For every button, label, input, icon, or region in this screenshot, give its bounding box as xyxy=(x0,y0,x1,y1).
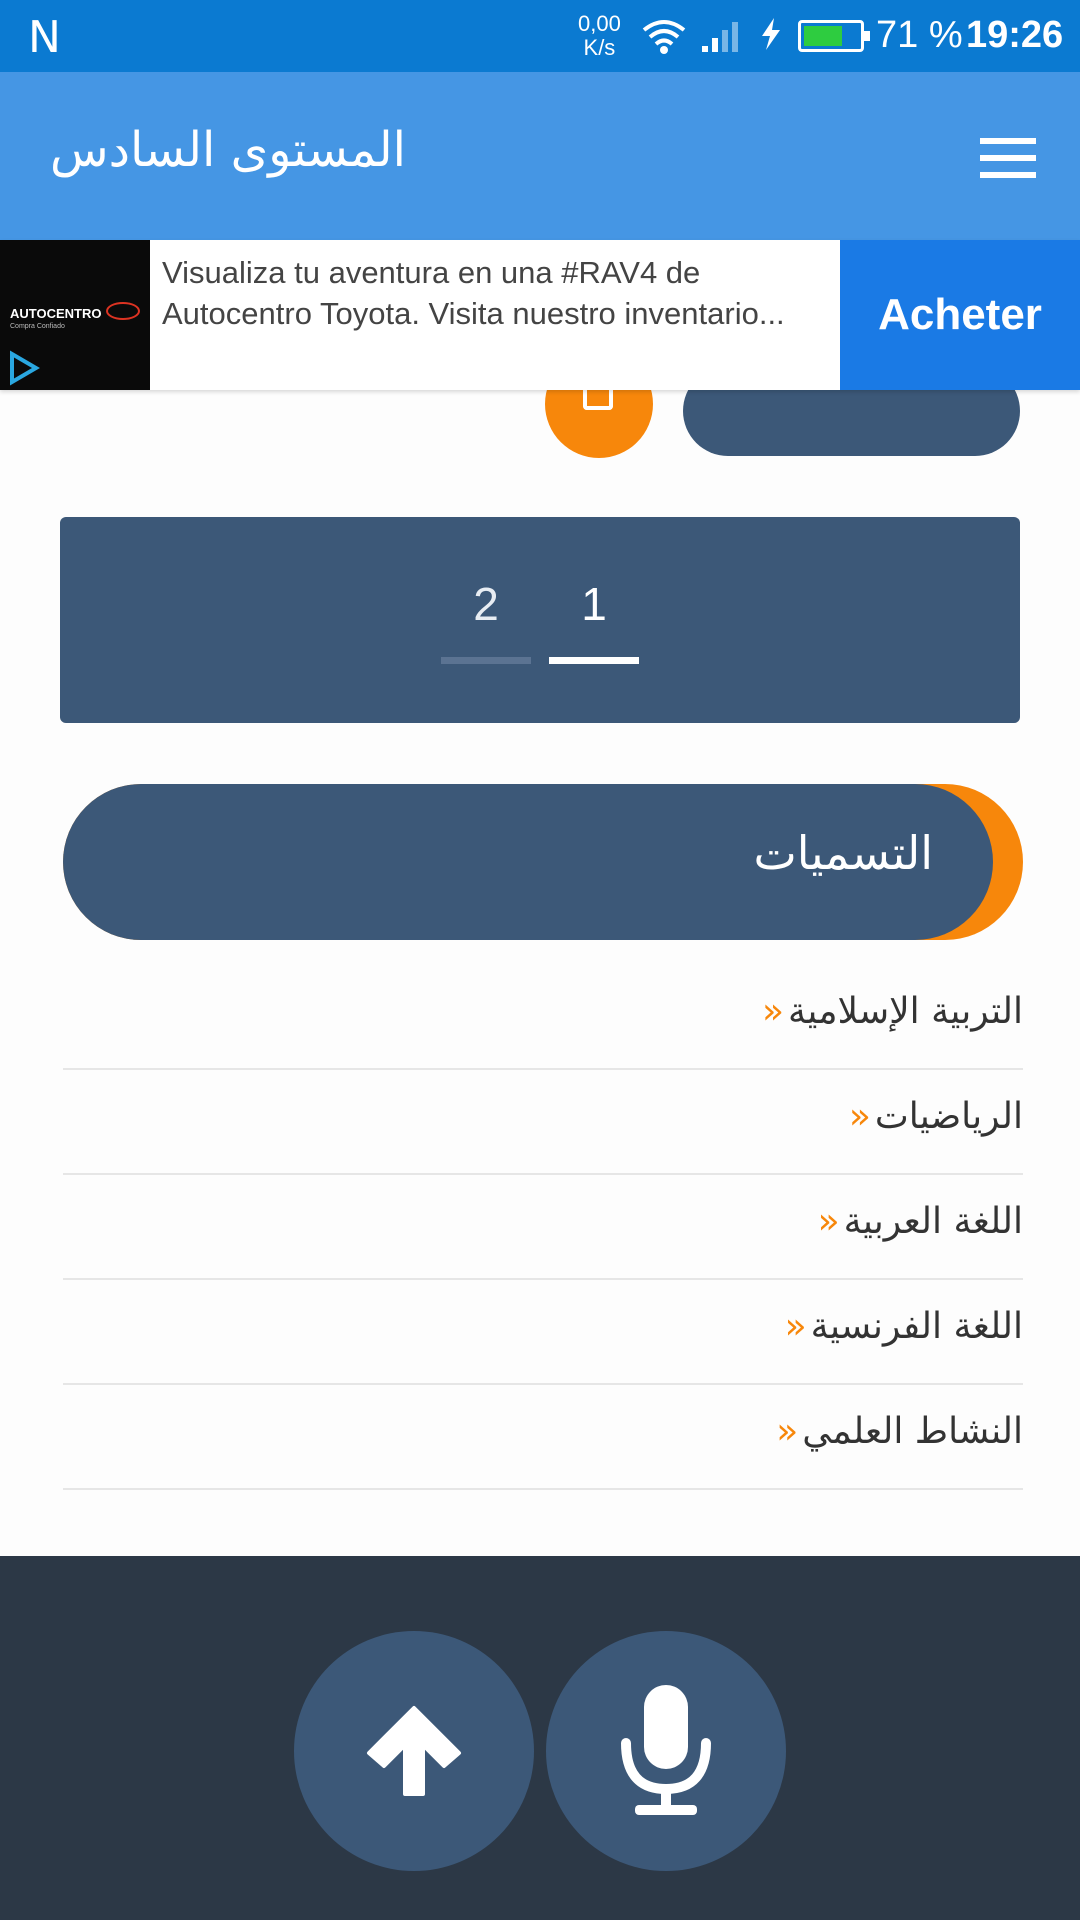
network-speed xyxy=(578,12,621,60)
list-item[interactable] xyxy=(63,1070,1023,1175)
list-item[interactable] xyxy=(63,1175,1023,1280)
ad-brand: AUTOCENTRO xyxy=(10,306,102,321)
page-tabs xyxy=(60,517,1020,723)
voice-search-button[interactable] xyxy=(546,1631,786,1871)
labels-header xyxy=(63,784,1023,940)
list-item-label: النشاط العلمي xyxy=(802,1411,1023,1452)
ad-brand-sub: Compra Confiado xyxy=(10,323,65,330)
tab-page-1[interactable]: 1 xyxy=(581,578,607,630)
hamburger-menu-icon[interactable] xyxy=(980,138,1036,178)
page-title: المستوى السادس xyxy=(50,122,407,178)
ad-banner[interactable] xyxy=(0,240,1080,390)
list-item-label: اللغة العربية xyxy=(843,1201,1023,1242)
list-item[interactable] xyxy=(63,1385,1023,1490)
tab-page-2[interactable]: 2 xyxy=(473,578,499,630)
list-item-label: التربية الإسلامية xyxy=(788,991,1023,1032)
battery-percent: 71 % xyxy=(876,14,963,56)
list-item-label: اللغة الفرنسية xyxy=(810,1306,1023,1347)
double-chevron-icon: » xyxy=(817,1201,840,1242)
battery-icon xyxy=(798,20,864,52)
charging-icon xyxy=(758,16,784,52)
double-chevron-icon: » xyxy=(784,1306,807,1347)
network-speed-value: 0,00 xyxy=(578,11,621,36)
battery-fill xyxy=(804,26,842,46)
ad-text: Visualiza tu aventura en una #RAV4 de Autocentro Toyota. Visita nuestro inventario... xyxy=(162,255,785,331)
ad-cta-button[interactable]: Acheter xyxy=(840,240,1080,390)
wifi-icon xyxy=(640,16,688,56)
arrow-up-icon xyxy=(359,1696,469,1806)
list-item[interactable] xyxy=(63,1280,1023,1385)
status-bar xyxy=(0,0,1080,72)
signal-icon xyxy=(700,18,744,54)
footer xyxy=(0,1556,1080,1920)
tab-indicator-1 xyxy=(549,657,639,664)
microphone-icon xyxy=(611,1681,721,1821)
double-chevron-icon: » xyxy=(848,1096,871,1137)
toyota-logo-icon xyxy=(106,302,140,320)
tab-indicator-2 xyxy=(441,657,531,664)
double-chevron-icon: » xyxy=(762,991,785,1032)
app-bar xyxy=(0,72,1080,240)
ad-choices-icon[interactable] xyxy=(6,350,42,386)
list-item-label: الرياضيات xyxy=(874,1096,1023,1137)
labels-title: التسميات xyxy=(753,826,933,880)
ad-thumbnail xyxy=(0,240,150,390)
subject-list xyxy=(63,965,1023,1490)
scroll-top-button[interactable] xyxy=(294,1631,534,1871)
list-item[interactable] xyxy=(63,965,1023,1070)
download-icon xyxy=(583,388,613,410)
network-speed-unit: K/s xyxy=(583,35,616,60)
clock: 19:26 xyxy=(966,14,1064,56)
double-chevron-icon: » xyxy=(776,1411,799,1452)
carrier-icon: N xyxy=(28,12,61,63)
